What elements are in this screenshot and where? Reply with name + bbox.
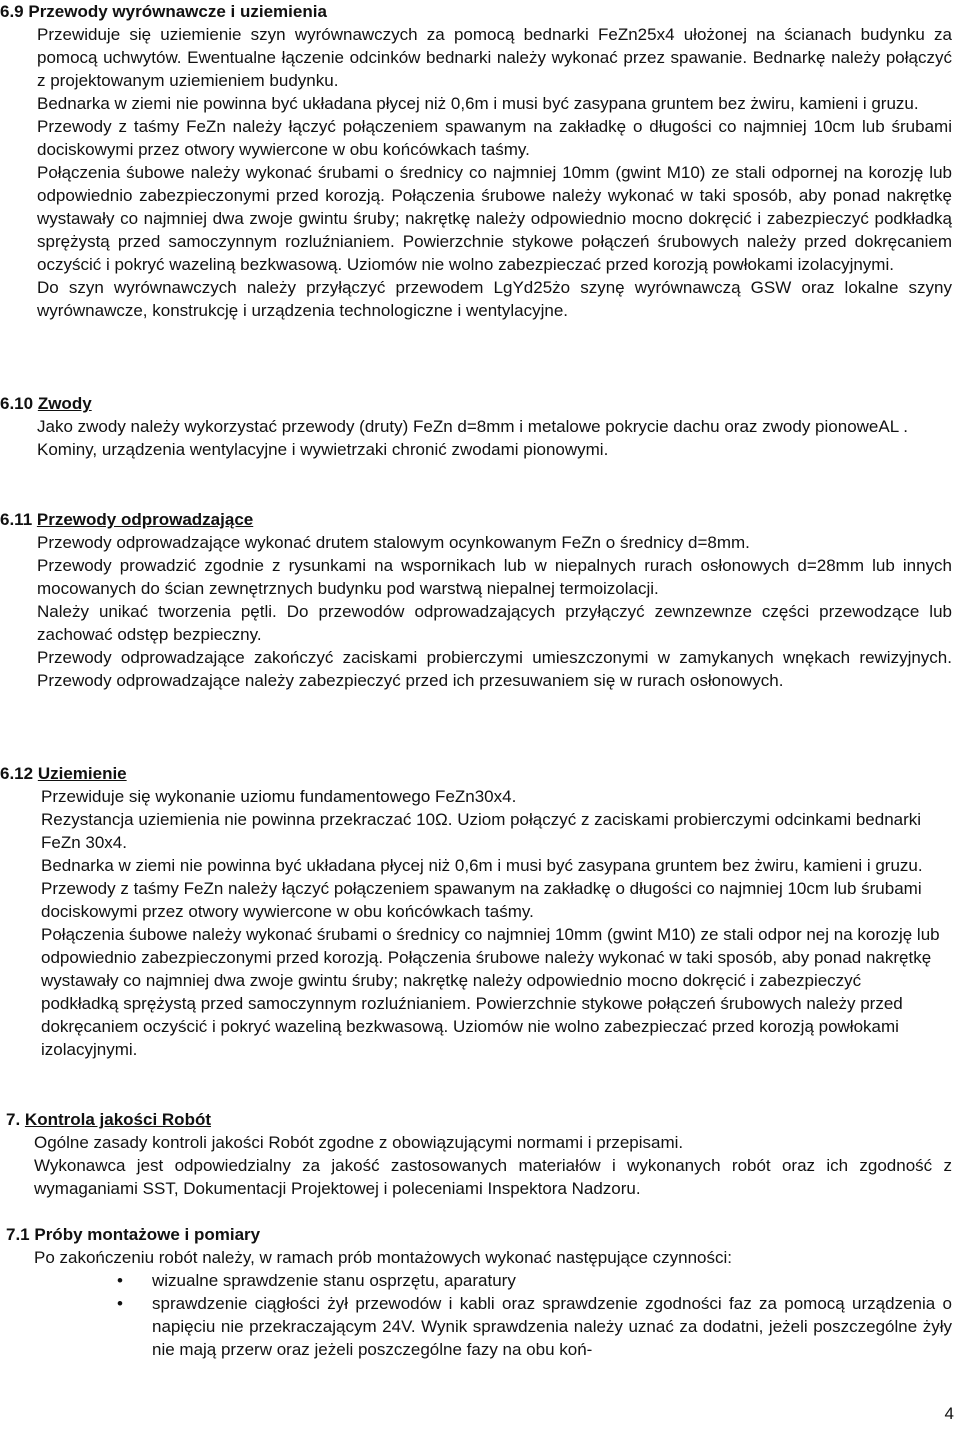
paragraph: Przewody odprowadzające wykonać drutem stalowym ocynkowanym FeZn o średnicy d=8mm. [37,533,750,552]
section-7 [0,1108,952,1200]
paragraph: Rezystancja uziemienia nie powinna przekraczać 10Ω. Uziom połączyć z zaciskami probierczymi odcinkami bednarki FeZn 30x4. [41,810,922,852]
section-number: 7. [6,1110,21,1129]
paragraph: Jako zwody należy wykorzystać przewody (druty) FeZn d=8mm i metalowe pokrycie dachu oraz zwody pionoweAL . [37,417,908,436]
section-heading [0,508,952,531]
section-6-11 [0,508,952,692]
list-item-text: wizualne sprawdzenie stanu osprzętu, aparatury [152,1271,516,1290]
section-title: Kontrola jakości Robót [24,1110,211,1129]
paragraph: Przewody prowadzić zgodnie z rysunkami na wspornikach lub w niepalnych rurach osłonowych d=28mm lub innych mocowanych do ścian zewnętrznych budynku pod warstwą niepalnej termoizolacji. [37,556,952,598]
paragraph: Po zakończeniu robót należy, w ramach prób montażowych wykonać następujące czynności: [34,1248,732,1267]
paragraph: Wykonawca jest odpowiedzialny za jakość zastosowanych materiałów i wykonanych robót oraz ich zgodność z wymaganiami SST, Dokumentacji Projektowej i poleceniami Inspektora Nadzoru. [34,1156,952,1198]
list-item-text: sprawdzenie ciągłości żył przewodów i kabli oraz sprawdzenie zgodności faz za pomocą urządzenia o napięciu nie przekraczającym 24V. Wynik sprawdzenia należy uznać za dodatni, jeżeli poszczególne żyły nie mają przerw oraz jeżeli poszczególne fazy na obu koń- [152,1294,952,1359]
paragraph: Przewiduje się wykonanie uziomu fundamentowego FeZn30x4. [41,787,517,806]
paragraph: Do szyn wyrównawczych należy przyłączyć przewodem LgYd25żo szynę wyrównawczą GSW oraz lokalne szyny wyrównawcze, konstrukcję i urządzenia technologiczne i wentylacyjne. [37,278,952,320]
section-title: Uziemienie [37,764,127,783]
section-number: 6.12 [0,764,34,783]
paragraph: Kominy, urządzenia wentylacyjne i wywietrzaki chronić zwodami pionowymi. [37,440,609,459]
paragraph: Bednarka w ziemi nie powinna być układana płycej niż 0,6m i musi być zasypana gruntem bez żwiru, kamieni i gruzu. [41,856,923,875]
section-number: 6.10 [0,394,34,413]
section-heading [0,1108,952,1131]
section-6-12 [0,762,952,1061]
paragraph: Połączenia śubowe należy wykonać śrubami o średnicy co najmniej 10mm (gwint M10) ze stali odpor nej na korozję lub odpowiednio zabezpieczonymi przed korozją. Połączenia śrubowe należy wykonać w taki sposób, aby ponad nakrętkę wystawały co najmniej dwa zwoje gwintu śruby; nakrętkę należy odpowiednio mocno dokręcić i zabezpieczyć podkładką sprężystą przed samoczynnym rozluźnianiem. Powierzchnie stykowe połączeń śrubowych należy przed dokręcaniem oczyścić i pokryć wazeliną bezkwasową. Uziomów nie wolno zabezpieczać przed korozją powłokami izolacyjnymi. [41,925,940,1059]
bullet-list [0,1269,952,1361]
section-title: Przewody odprowadzające [36,510,254,529]
section-heading: 7.1 Próby montażowe i pomiary [6,1225,261,1244]
paragraph: Przewody z taśmy FeZn należy łączyć połączeniem spawanym na zakładkę o długości co najmniej 10cm lub śrubami dociskowymi przez otwory wywiercone w obu końcówkach taśmy. [41,879,922,921]
section-heading [0,762,952,785]
section-7-1 [0,1223,952,1361]
list-item [0,1292,952,1361]
paragraph: Przewody odprowadzające zakończyć zaciskami probierczymi umieszczonymi w zamykanych wnękach rewizyjnych. Przewody odprowadzające należy zabezpieczyć przed ich przesuwaniem się w rurach osłonowych. [37,648,952,690]
section-title: Zwody [37,394,92,413]
paragraph: Bednarka w ziemi nie powinna być układana płycej niż 0,6m i musi być zasypana gruntem bez żwiru, kamieni i gruzu. [37,94,919,113]
section-number: 6.11 [0,510,33,529]
bullet-icon: • [117,1294,123,1313]
paragraph: Ogólne zasady kontroli jakości Robót zgodne z obowiązującymi normami i przepisami. [34,1133,684,1152]
section-heading [0,392,952,415]
page-number: 4 [944,1404,954,1423]
section-6-9 [0,0,952,322]
section-heading: 6.9 Przewody wyrównawcze i uziemienia [0,2,327,21]
paragraph: Przewiduje się uziemienie szyn wyrównawczych za pomocą bednarki FeZn25x4 ułożonej na ścianach budynku za pomocą uchwytów. Ewentualne łączenie odcinków bednarki należy wykonać przez spawanie. Bednarkę należy połączyć z projektowanym uziemieniem budynku. [37,25,952,90]
list-item [0,1269,952,1292]
bullet-icon: • [117,1271,123,1290]
paragraph: Należy unikać tworzenia pętli. Do przewodów odprowadzających przyłączyć zewnzewnze części przewodzące lub zachować odstęp bezpieczny. [37,602,952,644]
paragraph: Przewody z taśmy FeZn należy łączyć połączeniem spawanym na zakładkę o długości co najmniej 10cm lub śrubami dociskowymi przez otwory wywiercone w obu końcówkach taśmy. [37,117,952,159]
section-6-10 [0,392,952,461]
paragraph: Połączenia śubowe należy wykonać śrubami o średnicy co najmniej 10mm (gwint M10) ze stali odpornej na korozję lub odpowiednio zabezpieczonymi przed korozją. Połączenia śrubowe należy wykonać w taki sposób, aby ponad nakrętkę wystawały co najmniej dwa zwoje gwintu śruby; nakrętkę należy odpowiednio mocno dokręcić i zabezpieczyć podkładką sprężystą przed samoczynnym rozluźnianiem. Powierzchnie stykowe połączeń śrubowych należy przed dokręcaniem oczyścić i pokryć wazeliną bezkwasową. Uziomów nie wolno zabezpieczać przed korozją powłokami izolacyjnymi. [37,163,952,274]
